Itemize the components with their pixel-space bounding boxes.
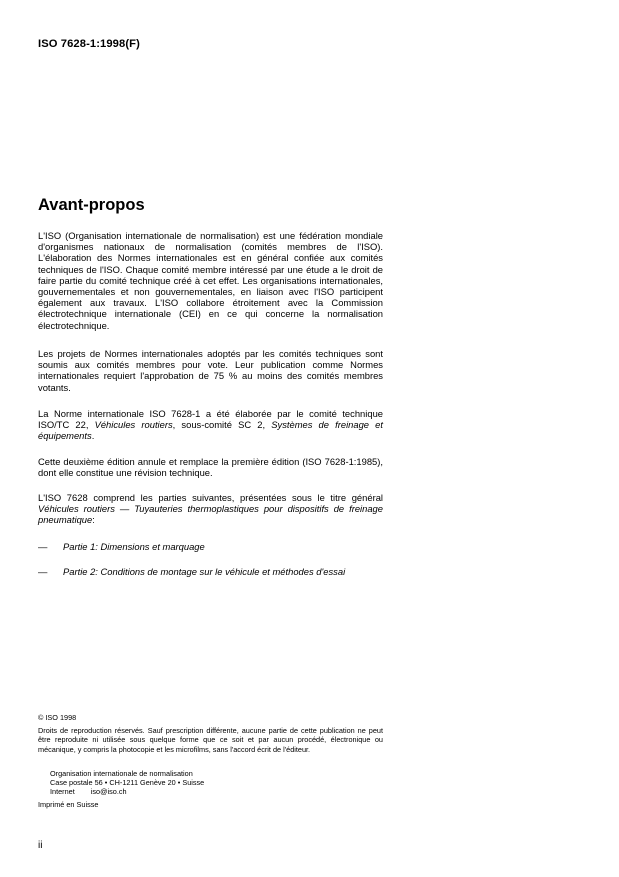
publisher-name: Organisation internationale de normalisation	[50, 769, 193, 778]
paragraph-parts-intro	[38, 492, 383, 526]
list-item-text: Partie 2: Conditions de montage sur le véhicule et méthodes d'essai	[63, 566, 346, 577]
list-dash: —	[38, 541, 48, 552]
printed-in: Imprimé en Suisse	[38, 800, 99, 809]
subcommittee-name: Systèmes de freinage et équipements	[38, 419, 383, 442]
committee-text-a: La Norme internationale ISO 7628-1 a été élaborée par le comité technique ISO/TC 22,	[38, 408, 383, 431]
internet-email: iso@iso.ch	[90, 787, 127, 796]
page-number: ii	[38, 840, 43, 851]
rights-statement: Droits de reproduction réservés. Sauf prescription différente, aucune partie de cette publication ne peut être reproduite ni utilisée sous quelque forme que ce soit et par aucun procédé, électronique ou mécanique, y compris la photocopie et les microfilms, sans l'accord écrit de l'éditeur.	[38, 726, 383, 754]
postal-address: Case postale 56 • CH-1211 Genève 20 • Suisse	[50, 778, 205, 787]
committee-text-e: .	[91, 430, 95, 442]
internet-label: Internet	[50, 787, 75, 796]
list-dash: —	[38, 566, 48, 577]
paragraph-voting: Les projets de Normes internationales adoptés par les comités techniques sont soumis aux comités membres pour vote. Leur publication comme Normes internationales requiert l'approbation de 75 % au moins des comités membres votants.	[38, 348, 383, 393]
paragraph-edition: Cette deuxième édition annule et remplace la première édition (ISO 7628-1:1985), dont elle constitue une révision technique.	[38, 456, 383, 479]
parts-intro-text: L'ISO 7628 comprend les parties suivantes, présentées sous le titre général	[38, 492, 383, 503]
parts-intro-colon: :	[92, 514, 95, 526]
copyright-notice: © ISO 1998	[38, 713, 77, 722]
paragraph-iso-intro: L'ISO (Organisation internationale de normalisation) est une fédération mondiale d'organismes nationaux de normalisation (comités membres de l'ISO). L'élaboration des Normes internationales est en général confiée aux comités techniques de l'ISO. Chaque comité membre intéressé par une étude a le droit de faire partie du comité technique créé à cet effet. Les organisations internationales, gouvernementales et non gouvernementales, en liaison avec l'ISO participent également aux travaux. L'ISO collabore étroitement avec la Commission électrotechnique internationale (CEI) en ce qui concerne la normalisation électrotechnique.	[38, 230, 383, 331]
internet-contact	[50, 787, 127, 796]
committee-name: Véhicules routiers	[94, 419, 173, 431]
general-title: Véhicules routiers — Tuyauteries thermoplastiques pour dispositifs de freinage pneumatique	[38, 503, 383, 526]
list-item-text: Partie 1: Dimensions et marquage	[63, 541, 205, 552]
paragraph-committee	[38, 408, 383, 442]
committee-text-c: , sous-comité SC 2,	[172, 419, 272, 431]
section-title: Avant-propos	[38, 196, 145, 214]
standard-identifier: ISO 7628-1:1998(F)	[38, 38, 140, 50]
